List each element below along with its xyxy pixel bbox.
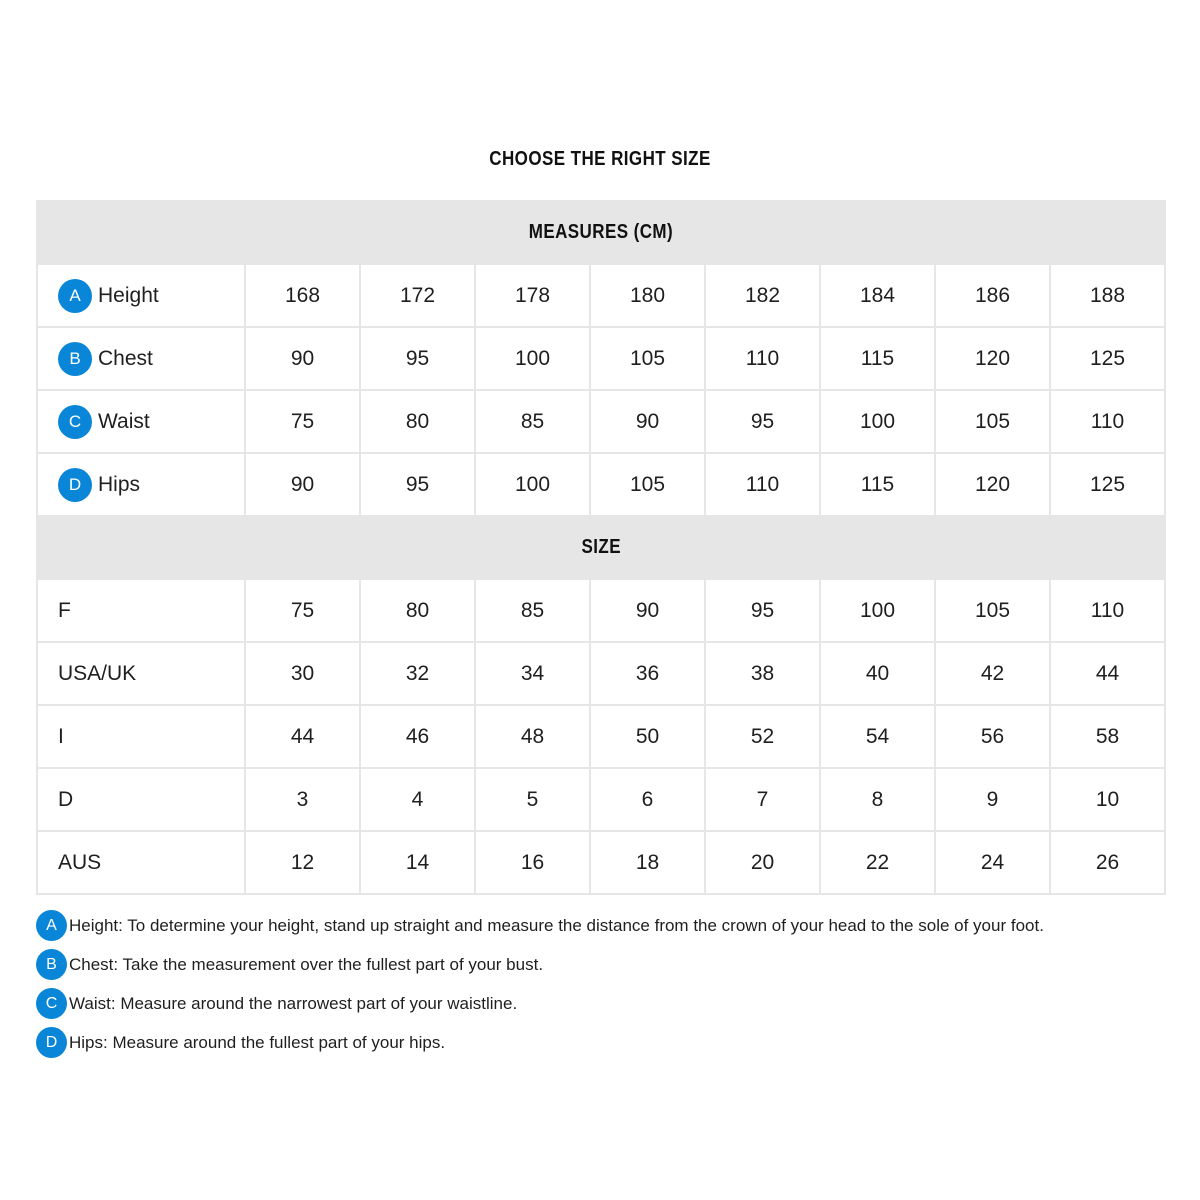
badge-c-icon: C: [36, 988, 67, 1019]
value-cell: 54: [820, 705, 935, 768]
value-cell: 168: [245, 264, 360, 327]
row-label: [37, 390, 245, 453]
value-cell: 56: [935, 705, 1050, 768]
value-cell: 4: [360, 768, 475, 831]
value-cell: 182: [705, 264, 820, 327]
value-cell: 110: [1050, 390, 1165, 453]
badge-b-icon: B: [36, 949, 67, 980]
measure-row-hips: [37, 453, 1165, 516]
badge-a-icon: A: [36, 910, 67, 941]
row-label-text: Height: [98, 283, 159, 307]
value-cell: 46: [360, 705, 475, 768]
value-cell: 90: [245, 453, 360, 516]
row-label: F: [37, 579, 245, 642]
size-row-f: [37, 579, 1165, 642]
badge-c-icon: C: [58, 405, 92, 439]
value-cell: 3: [245, 768, 360, 831]
value-cell: 172: [360, 264, 475, 327]
row-label: I: [37, 705, 245, 768]
size-row-d: [37, 768, 1165, 831]
value-cell: 95: [705, 579, 820, 642]
note-text: Waist: Measure around the narrowest part of your waistline.: [69, 993, 518, 1013]
row-label: [37, 327, 245, 390]
row-label-text: Hips: [98, 472, 141, 496]
row-label: [37, 264, 245, 327]
value-cell: 24: [935, 831, 1050, 894]
value-cell: 184: [820, 264, 935, 327]
value-cell: 40: [820, 642, 935, 705]
value-cell: 36: [590, 642, 705, 705]
value-cell: 188: [1050, 264, 1165, 327]
value-cell: 34: [475, 642, 590, 705]
value-cell: 6: [590, 768, 705, 831]
size-header-row: [37, 516, 1165, 579]
value-cell: 80: [360, 579, 475, 642]
row-label: [37, 453, 245, 516]
value-cell: 14: [360, 831, 475, 894]
value-cell: 125: [1050, 453, 1165, 516]
badge-a-icon: A: [58, 279, 92, 313]
value-cell: 110: [1050, 579, 1165, 642]
value-cell: 180: [590, 264, 705, 327]
value-cell: 80: [360, 390, 475, 453]
note-waist: [36, 984, 1176, 1023]
value-cell: 48: [475, 705, 590, 768]
badge-d-icon: D: [58, 468, 92, 502]
value-cell: 105: [935, 390, 1050, 453]
note-chest: [36, 945, 1176, 984]
value-cell: 44: [245, 705, 360, 768]
value-cell: 105: [590, 453, 705, 516]
value-cell: 38: [705, 642, 820, 705]
value-cell: 100: [820, 390, 935, 453]
row-label: AUS: [37, 831, 245, 894]
row-label: D: [37, 768, 245, 831]
value-cell: 32: [360, 642, 475, 705]
value-cell: 50: [590, 705, 705, 768]
note-text: Height: To determine your height, stand up straight and measure the distance from the crown of your head to the sole of your foot.: [69, 915, 1044, 935]
measure-row-height: [37, 264, 1165, 327]
value-cell: 115: [820, 453, 935, 516]
value-cell: 115: [820, 327, 935, 390]
value-cell: 20: [705, 831, 820, 894]
badge-b-icon: B: [58, 342, 92, 376]
value-cell: 95: [705, 390, 820, 453]
value-cell: 100: [475, 453, 590, 516]
size-header: [37, 516, 1165, 579]
value-cell: 16: [475, 831, 590, 894]
value-cell: 186: [935, 264, 1050, 327]
value-cell: 85: [475, 390, 590, 453]
badge-d-icon: D: [36, 1027, 67, 1058]
value-cell: 100: [820, 579, 935, 642]
value-cell: 12: [245, 831, 360, 894]
value-cell: 90: [590, 390, 705, 453]
value-cell: 58: [1050, 705, 1165, 768]
size-header-text: SIZE: [581, 536, 621, 558]
value-cell: 100: [475, 327, 590, 390]
value-cell: 95: [360, 327, 475, 390]
note-height: [36, 906, 1176, 945]
page-title: CHOOSE THE RIGHT SIZE: [489, 148, 711, 170]
value-cell: 120: [935, 327, 1050, 390]
value-cell: 22: [820, 831, 935, 894]
value-cell: 30: [245, 642, 360, 705]
note-hips: [36, 1023, 1176, 1062]
measures-header-row: [37, 201, 1165, 264]
size-chart-table: [36, 200, 1166, 895]
size-row-usa-uk: [37, 642, 1165, 705]
value-cell: 178: [475, 264, 590, 327]
value-cell: 8: [820, 768, 935, 831]
value-cell: 110: [705, 327, 820, 390]
value-cell: 10: [1050, 768, 1165, 831]
value-cell: 105: [590, 327, 705, 390]
value-cell: 120: [935, 453, 1050, 516]
value-cell: 90: [590, 579, 705, 642]
measure-row-chest: [37, 327, 1165, 390]
row-label-text: Waist: [98, 409, 150, 433]
value-cell: 52: [705, 705, 820, 768]
note-text: Chest: Take the measurement over the fullest part of your bust.: [69, 954, 544, 974]
size-row-i: [37, 705, 1165, 768]
note-text: Hips: Measure around the fullest part of your hips.: [69, 1032, 446, 1052]
value-cell: 85: [475, 579, 590, 642]
value-cell: 75: [245, 579, 360, 642]
row-label-text: Chest: [98, 346, 153, 370]
value-cell: 44: [1050, 642, 1165, 705]
value-cell: 75: [245, 390, 360, 453]
value-cell: 125: [1050, 327, 1165, 390]
size-row-aus: [37, 831, 1165, 894]
measurement-notes: [36, 906, 1176, 1062]
value-cell: 7: [705, 768, 820, 831]
row-label: USA/UK: [37, 642, 245, 705]
value-cell: 105: [935, 579, 1050, 642]
measures-header-text: MEASURES (CM): [528, 221, 674, 243]
value-cell: 110: [705, 453, 820, 516]
measure-row-waist: [37, 390, 1165, 453]
value-cell: 18: [590, 831, 705, 894]
value-cell: 9: [935, 768, 1050, 831]
value-cell: 26: [1050, 831, 1165, 894]
value-cell: 90: [245, 327, 360, 390]
value-cell: 42: [935, 642, 1050, 705]
value-cell: 95: [360, 453, 475, 516]
value-cell: 5: [475, 768, 590, 831]
measures-header: [37, 201, 1165, 264]
